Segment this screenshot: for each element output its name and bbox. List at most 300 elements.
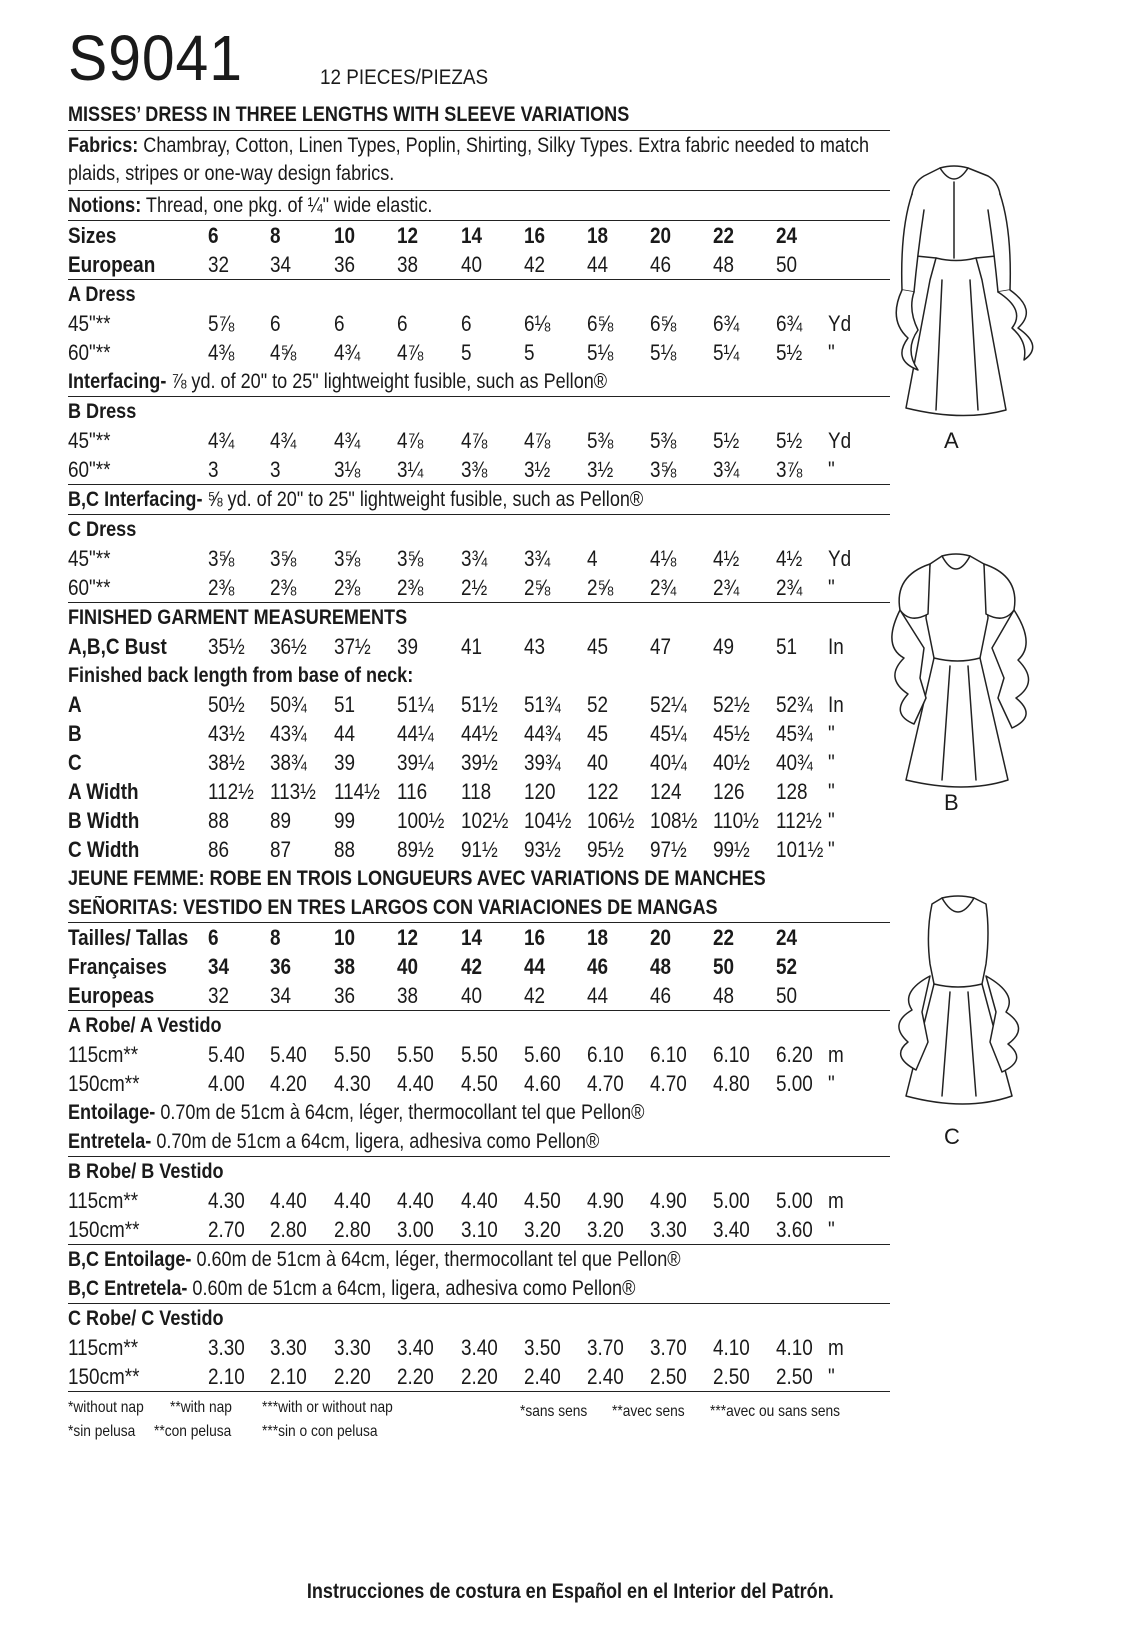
- row-label: Europeas: [68, 983, 155, 1008]
- row-value: 51½: [461, 692, 498, 717]
- row-value: 116: [397, 779, 428, 804]
- row-value: 5: [461, 340, 472, 365]
- row-value: 35½: [208, 634, 245, 659]
- row-value: 99: [334, 808, 356, 833]
- row-value: 4: [587, 546, 598, 571]
- row-value: 5.00: [776, 1188, 813, 1213]
- row-value: 100½: [397, 808, 445, 833]
- row-unit: Yd: [828, 311, 852, 336]
- row-value: 51¼: [397, 692, 434, 717]
- row-value: 5¼: [713, 340, 740, 365]
- row-value: 104½: [524, 808, 572, 833]
- row-value: 4⅝: [270, 340, 297, 365]
- row-value: 3⅝: [208, 546, 235, 571]
- row-value: 4⅛: [650, 546, 677, 571]
- row-value: 51: [776, 634, 798, 659]
- row-value: 38: [397, 983, 419, 1008]
- row-value: 91½: [461, 837, 498, 862]
- row-value: 52: [587, 692, 609, 717]
- european-label: European: [68, 252, 156, 277]
- row-value: 3.20: [524, 1217, 561, 1242]
- a-robe-heading: A Robe/ A Vestido: [68, 1014, 222, 1037]
- row-value: 45¼: [650, 721, 687, 746]
- row-label: 150cm**: [68, 1217, 140, 1242]
- row-value: 4.40: [397, 1188, 434, 1213]
- row-value: 4.40: [397, 1071, 434, 1096]
- row-value: 5.60: [524, 1042, 561, 1067]
- row-value: 10: [334, 925, 356, 950]
- data-row: [68, 426, 890, 455]
- data-row: [68, 338, 890, 367]
- row-value: 5: [524, 340, 535, 365]
- row-value: 50: [713, 954, 735, 979]
- row-value: 4.10: [776, 1335, 813, 1360]
- fabrics-text: Chambray, Cotton, Linen Types, Poplin, Shirting, Silky Types. Extra fabric needed to match plaids, stripes or one-way design fabrics.: [68, 134, 870, 185]
- row-value: 3⅝: [334, 546, 361, 571]
- row-value: 45: [587, 721, 609, 746]
- dress-b-illustration: [880, 548, 1050, 798]
- row-label: 45"**: [68, 546, 111, 571]
- row-value: 34: [208, 954, 230, 979]
- row-value: 6.10: [650, 1042, 687, 1067]
- row-value: 3¼: [397, 457, 424, 482]
- row-value: 40: [461, 983, 483, 1008]
- c-dress-heading: C Dress: [68, 518, 137, 541]
- row-value: 4⅞: [461, 428, 488, 453]
- row-value: 36: [334, 983, 356, 1008]
- row-value: 4.40: [461, 1188, 498, 1213]
- sizes-label: Sizes: [68, 223, 117, 248]
- row-value: 4.20: [270, 1071, 307, 1096]
- row-value: 3: [270, 457, 281, 482]
- row-value: 18: [587, 925, 609, 950]
- row-value: 128: [776, 779, 808, 804]
- data-row: [68, 1362, 890, 1392]
- row-value: 5½: [776, 340, 803, 365]
- row-value: 8: [270, 925, 281, 950]
- pieces-count: 12 PIECES/PIEZAS: [320, 66, 489, 89]
- bc-interfacing-line: B,C Interfacing- ⅝ yd. of 20" to 25" lightweight fusible, such as Pellon®: [68, 485, 890, 515]
- row-value: 93½: [524, 837, 561, 862]
- row-value: 3.40: [461, 1335, 498, 1360]
- row-value: 5⅛: [587, 340, 614, 365]
- b-dress-heading: B Dress: [68, 400, 137, 423]
- row-label: 115cm**: [68, 1042, 139, 1067]
- row-value: 16: [524, 925, 546, 950]
- row-value: 40: [397, 954, 419, 979]
- row-value: 38½: [208, 750, 245, 775]
- row-value: 24: [776, 925, 798, 950]
- row-value: 124: [650, 779, 682, 804]
- row-label: Tailles/ Tallas: [68, 925, 189, 950]
- row-value: 5½: [713, 428, 740, 453]
- row-value: 4½: [776, 546, 803, 571]
- row-unit: ": [828, 575, 835, 600]
- row-value: 4.70: [587, 1071, 624, 1096]
- row-value: 88: [334, 837, 356, 862]
- row-unit: ": [828, 340, 835, 365]
- row-value: 4.40: [270, 1188, 307, 1213]
- a-entoilage-line: Entoilage- 0.70m de 51cm à 64cm, léger, thermocollant tel que Pellon®: [68, 1101, 645, 1124]
- row-value: 4¾: [334, 340, 361, 365]
- row-value: 44¾: [524, 721, 561, 746]
- bc-entretela-line: B,C Entretela- 0.60m de 51cm a 64cm, ligera, adhesiva como Pellon®: [68, 1274, 890, 1304]
- row-label: 150cm**: [68, 1364, 140, 1389]
- row-value: 3¾: [713, 457, 740, 482]
- row-value: 38: [334, 954, 356, 979]
- row-value: 86: [208, 837, 230, 862]
- row-value: 50¾: [270, 692, 307, 717]
- row-value: 40¼: [650, 750, 687, 775]
- row-value: 6⅝: [587, 311, 614, 336]
- data-row: [68, 1069, 890, 1098]
- french-title: JEUNE FEMME: ROBE EN TROIS LONGUEURS AVEC VARIATIONS DE MANCHES: [68, 867, 766, 890]
- header: [68, 20, 890, 100]
- row-label: 60"**: [68, 457, 111, 482]
- row-value: 120: [524, 779, 556, 804]
- row-unit: ": [828, 750, 835, 775]
- row-value: 118: [461, 779, 492, 804]
- row-value: 3¾: [461, 546, 488, 571]
- row-value: 4.50: [524, 1188, 561, 1213]
- row-label: 45"**: [68, 428, 111, 453]
- c-robe-heading: C Robe/ C Vestido: [68, 1307, 224, 1330]
- row-value: 6⅛: [524, 311, 551, 336]
- row-value: 2.80: [270, 1217, 307, 1242]
- row-value: 22: [713, 925, 735, 950]
- spanish-title: SEÑORITAS: VESTIDO EN TRES LARGOS CON VARIACIONES DE MANGAS: [68, 893, 890, 923]
- row-value: 2.40: [524, 1364, 561, 1389]
- row-value: 5.50: [461, 1042, 498, 1067]
- row-value: 5.40: [208, 1042, 245, 1067]
- row-value: 89½: [397, 837, 434, 862]
- row-value: 5⅛: [650, 340, 677, 365]
- row-value: 89: [270, 808, 292, 833]
- row-value: 40¾: [776, 750, 813, 775]
- english-title: MISSES’ DRESS IN THREE LENGTHS WITH SLEEVE VARIATIONS: [68, 100, 890, 131]
- row-value: 108½: [650, 808, 698, 833]
- row-unit: ": [828, 721, 835, 746]
- row-value: 112½: [208, 779, 254, 804]
- row-value: 48: [650, 954, 672, 979]
- row-value: 4.90: [650, 1188, 687, 1213]
- row-value: 102½: [461, 808, 509, 833]
- row-value: 39¼: [397, 750, 434, 775]
- row-value: 3½: [587, 457, 614, 482]
- row-value: 122: [587, 779, 619, 804]
- row-value: 2.80: [334, 1217, 371, 1242]
- row-value: 50: [776, 983, 798, 1008]
- row-value: 4¾: [208, 428, 235, 453]
- row-value: 3.70: [587, 1335, 624, 1360]
- dress-a-label: A: [944, 428, 959, 453]
- row-value: 39½: [461, 750, 498, 775]
- data-row: [68, 1186, 890, 1215]
- row-value: 36½: [270, 634, 307, 659]
- row-value: 38¾: [270, 750, 307, 775]
- row-value: 106½: [587, 808, 635, 833]
- row-value: 2.10: [208, 1364, 245, 1389]
- row-value: 43½: [208, 721, 245, 746]
- data-row: [68, 806, 890, 835]
- row-unit: Yd: [828, 546, 852, 571]
- row-value: 50½: [208, 692, 245, 717]
- row-value: 95½: [587, 837, 624, 862]
- row-label: Françaises: [68, 954, 167, 979]
- row-value: 5⅜: [650, 428, 677, 453]
- row-value: 2¾: [776, 575, 803, 600]
- row-value: 88: [208, 808, 230, 833]
- row-value: 4.50: [461, 1071, 498, 1096]
- row-value: 3⅛: [334, 457, 361, 482]
- row-value: 48: [713, 983, 735, 1008]
- row-value: 5⅜: [587, 428, 614, 453]
- pattern-number: S9041: [68, 22, 243, 94]
- row-value: 3.00: [397, 1217, 434, 1242]
- row-value: 6: [461, 311, 472, 336]
- row-value: 3.30: [208, 1335, 245, 1360]
- dress-c-illustration: [882, 892, 1052, 1118]
- row-value: 101½: [776, 837, 824, 862]
- nap-notes: *without nap **with nap ***with or without nap *sin pelusa **con pelusa ***sin o con pelusa *sans sens **avec sens ***avec ou sans sens: [68, 1399, 841, 1440]
- row-value: 43¾: [270, 721, 307, 746]
- data-row: [68, 748, 890, 777]
- row-value: 3⅝: [270, 546, 297, 571]
- row-value: 3⅝: [650, 457, 677, 482]
- row-value: 6.10: [713, 1042, 750, 1067]
- row-value: 126: [713, 779, 745, 804]
- a-entretela-line: Entretela- 0.70m de 51cm a 64cm, ligera, adhesiva como Pellon®: [68, 1127, 890, 1157]
- a-interfacing-line: Interfacing- ⅞ yd. of 20" to 25" lightweight fusible, such as Pellon®: [68, 367, 890, 397]
- row-unit: ": [828, 1364, 835, 1389]
- row-label: 115cm**: [68, 1188, 139, 1213]
- row-value: 5.00: [713, 1188, 750, 1213]
- row-value: 32: [208, 983, 230, 1008]
- row-value: 114½: [334, 779, 380, 804]
- row-value: 2⅝: [524, 575, 551, 600]
- row-value: 4⅞: [397, 340, 424, 365]
- row-value: 47: [650, 634, 672, 659]
- row-value: 39: [334, 750, 356, 775]
- row-value: 45¾: [776, 721, 813, 746]
- row-value: 44: [587, 983, 609, 1008]
- row-value: 2.70: [208, 1217, 245, 1242]
- row-value: 6¾: [776, 311, 803, 336]
- row-value: 49: [713, 634, 735, 659]
- row-value: 2.20: [334, 1364, 371, 1389]
- row-value: 44¼: [397, 721, 434, 746]
- row-value: 3.50: [524, 1335, 561, 1360]
- row-value: 5.50: [397, 1042, 434, 1067]
- row-value: 5⅞: [208, 311, 235, 336]
- data-row: [68, 1040, 890, 1069]
- a-dress-heading: A Dress: [68, 283, 136, 306]
- row-value: 2⅝: [587, 575, 614, 600]
- row-value: 44: [334, 721, 356, 746]
- row-value: 51¾: [524, 692, 561, 717]
- row-value: 3.30: [334, 1335, 371, 1360]
- row-value: 3.70: [650, 1335, 687, 1360]
- b-robe-heading: B Robe/ B Vestido: [68, 1160, 224, 1183]
- row-unit: m: [828, 1188, 844, 1213]
- row-value: 2⅜: [270, 575, 297, 600]
- bc-entoilage-line: B,C Entoilage- 0.60m de 51cm à 64cm, léger, thermocollant tel que Pellon®: [68, 1248, 681, 1271]
- row-value: 3¾: [524, 546, 551, 571]
- row-value: 3½: [524, 457, 551, 482]
- row-value: 2¾: [650, 575, 677, 600]
- row-value: 5.00: [776, 1071, 813, 1096]
- row-value: 3⅜: [461, 457, 488, 482]
- row-value: 4.00: [208, 1071, 245, 1096]
- data-row: [68, 455, 890, 485]
- row-value: 45½: [713, 721, 750, 746]
- data-row: [68, 1215, 890, 1245]
- row-value: 4⅞: [397, 428, 424, 453]
- row-label: C Width: [68, 837, 140, 862]
- row-unit: In: [828, 692, 844, 717]
- row-value: 52: [776, 954, 798, 979]
- row-label: 60"**: [68, 340, 111, 365]
- row-value: 2.10: [270, 1364, 307, 1389]
- row-value: 3: [208, 457, 219, 482]
- row-value: 37½: [334, 634, 371, 659]
- row-value: 39¾: [524, 750, 561, 775]
- row-value: 42: [461, 954, 483, 979]
- row-value: 45: [587, 634, 609, 659]
- row-value: 2⅜: [208, 575, 235, 600]
- row-label: B: [68, 721, 82, 746]
- row-value: 6: [397, 311, 408, 336]
- row-value: 5½: [776, 428, 803, 453]
- row-value: 99½: [713, 837, 750, 862]
- row-value: 97½: [650, 837, 687, 862]
- dress-c-label: C: [944, 1124, 960, 1149]
- row-value: 6: [270, 311, 281, 336]
- row-unit: m: [828, 1042, 844, 1067]
- row-unit: ": [828, 808, 835, 833]
- row-value: 3.10: [461, 1217, 498, 1242]
- row-value: 41: [461, 634, 483, 659]
- row-value: 4.80: [713, 1071, 750, 1096]
- row-value: 2.20: [461, 1364, 498, 1389]
- row-value: 46: [587, 954, 609, 979]
- data-row: [68, 835, 890, 864]
- row-value: 6.20: [776, 1042, 813, 1067]
- notions-text: Thread, one pkg. of ¼" wide elastic.: [141, 194, 433, 217]
- fabrics-paragraph: [68, 131, 890, 191]
- row-value: 42: [524, 983, 546, 1008]
- row-unit: ": [828, 779, 835, 804]
- row-label: 45"**: [68, 311, 111, 336]
- row-unit: Yd: [828, 428, 852, 453]
- row-value: 4½: [713, 546, 740, 571]
- data-row: [68, 923, 890, 952]
- row-label: 115cm**: [68, 1335, 139, 1360]
- row-value: 52¾: [776, 692, 813, 717]
- row-value: 4¾: [334, 428, 361, 453]
- row-unit: ": [828, 457, 835, 482]
- row-value: 14: [461, 925, 483, 950]
- row-label: A,B,C Bust: [68, 634, 167, 659]
- data-row: [68, 952, 890, 981]
- sizes-row: Sizes 6 8 10 12 14 16 18 20 22 24: [68, 223, 798, 248]
- row-value: 2.20: [397, 1364, 434, 1389]
- data-row: [68, 690, 890, 719]
- row-value: 3.40: [397, 1335, 434, 1360]
- row-value: 4.30: [208, 1188, 245, 1213]
- row-value: 52¼: [650, 692, 687, 717]
- row-value: 3.20: [587, 1217, 624, 1242]
- row-value: 3.30: [270, 1335, 307, 1360]
- row-value: 113½: [270, 779, 316, 804]
- row-value: 40: [587, 750, 609, 775]
- row-value: 6¾: [713, 311, 740, 336]
- row-value: 2.50: [650, 1364, 687, 1389]
- european-row: European 32 34 36 38 40 42 44 46 48 50: [68, 250, 890, 280]
- row-value: 4.60: [524, 1071, 561, 1096]
- dress-b-label: B: [944, 790, 959, 815]
- data-row: [68, 573, 890, 603]
- data-row: [68, 544, 890, 573]
- row-value: 5.40: [270, 1042, 307, 1067]
- row-label: 150cm**: [68, 1071, 140, 1096]
- row-value: 2⅜: [334, 575, 361, 600]
- row-value: 3.40: [713, 1217, 750, 1242]
- row-value: 5.50: [334, 1042, 371, 1067]
- row-value: 2¾: [713, 575, 740, 600]
- row-value: 3.60: [776, 1217, 813, 1242]
- row-value: 4.10: [713, 1335, 750, 1360]
- yardage-chart: [68, 20, 890, 1450]
- dress-a-illustration: [878, 160, 1048, 430]
- data-row: [68, 309, 890, 338]
- data-row: [68, 981, 890, 1011]
- row-value: 110½: [713, 808, 759, 833]
- row-value: 40½: [713, 750, 750, 775]
- data-row: [68, 632, 890, 661]
- row-value: 87: [270, 837, 292, 862]
- row-label: B Width: [68, 808, 140, 833]
- row-value: 6⅝: [650, 311, 677, 336]
- row-value: 51: [334, 692, 356, 717]
- back-length-heading: Finished back length from base of neck:: [68, 664, 414, 687]
- row-value: 4⅞: [524, 428, 551, 453]
- row-value: 2⅜: [397, 575, 424, 600]
- data-row: [68, 1333, 890, 1362]
- row-value: 6: [334, 311, 345, 336]
- row-value: 44: [524, 954, 546, 979]
- row-value: 3.30: [650, 1217, 687, 1242]
- row-value: 43: [524, 634, 546, 659]
- row-label: A: [68, 692, 82, 717]
- row-unit: ": [828, 1071, 835, 1096]
- row-value: 39: [397, 634, 419, 659]
- row-value: 4.70: [650, 1071, 687, 1096]
- row-value: 46: [650, 983, 672, 1008]
- row-value: 2.40: [587, 1364, 624, 1389]
- row-value: 4.30: [334, 1071, 371, 1096]
- fabrics-label: Fabrics:: [68, 134, 139, 157]
- notions-label: Notions:: [68, 194, 142, 217]
- notions-line: [68, 191, 890, 221]
- row-value: 6.10: [587, 1042, 624, 1067]
- row-value: 2½: [461, 575, 488, 600]
- row-value: 12: [397, 925, 419, 950]
- spanish-instructions-note: Instrucciones de costura en Español en el Interior del Patrón.: [306, 1580, 834, 1603]
- row-value: 44½: [461, 721, 498, 746]
- row-value: 2.50: [713, 1364, 750, 1389]
- row-unit: In: [828, 634, 844, 659]
